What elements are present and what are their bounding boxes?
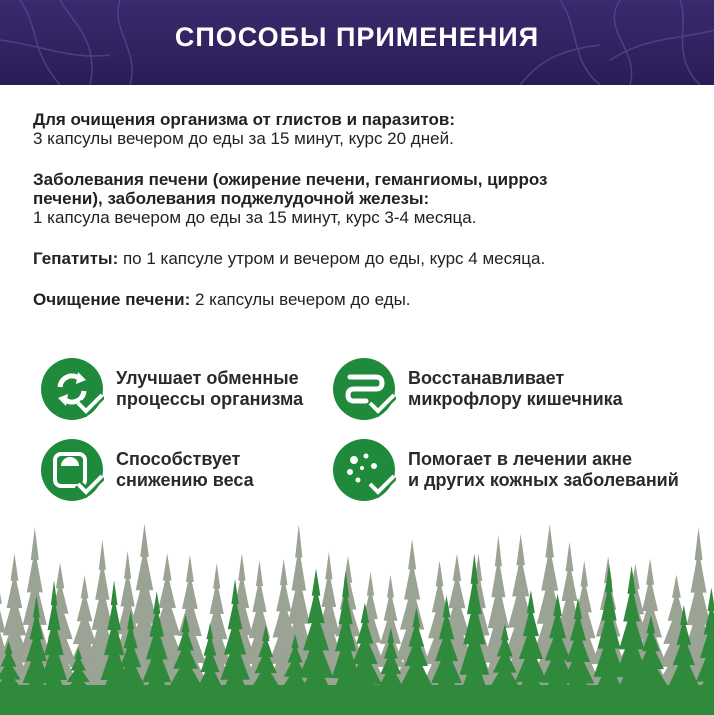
usage-text: 1 капсула вечером до еды за 15 минут, курс 3-4 месяца. (33, 208, 477, 227)
feature-metabolism (40, 357, 303, 421)
usage-paragraph-liver-diseases (33, 170, 683, 227)
page-title: СПОСОБЫ ПРИМЕНЕНИЯ (174, 22, 540, 52)
feature-label-line: процессы организма (116, 389, 304, 409)
usage-instructions (33, 110, 683, 331)
usage-paragraph-liver-cleansing (33, 290, 683, 309)
feature-microflora (332, 357, 623, 421)
usage-paragraph-parasites (33, 110, 683, 148)
feature-label-line: и других кожных заболеваний (408, 470, 679, 490)
intestine-icon (332, 357, 396, 421)
feature-label-line: Улучшает обменные (116, 368, 299, 388)
usage-title: Гепатиты: (33, 249, 119, 268)
feature-label (116, 368, 303, 410)
feature-label-line: Способствует (116, 449, 241, 469)
feature-skin (332, 438, 679, 502)
forest-illustration (0, 515, 714, 715)
scale-icon (40, 438, 104, 502)
feature-label (408, 368, 623, 410)
feature-weight-loss (40, 438, 254, 502)
usage-title: Для очищения организма от глистов и паразитов: (33, 110, 456, 129)
metabolism-icon (40, 357, 104, 421)
usage-text: 2 капсулы вечером до еды. (190, 290, 411, 309)
usage-title: печени), заболевания поджелудочной железы: (33, 189, 430, 208)
usage-title: Заболевания печени (ожирение печени, гемангиомы, цирроз (33, 170, 548, 189)
feature-label-line: Помогает в лечении акне (408, 449, 633, 469)
forest-ground (0, 685, 714, 715)
usage-title: Очищение печени: (33, 290, 191, 309)
feature-label-line: снижению веса (116, 470, 254, 490)
usage-text: 3 капсулы вечером до еды за 15 минут, курс 20 дней. (33, 129, 454, 148)
feature-label (116, 449, 254, 491)
feature-label-line: Восстанавливает (408, 368, 565, 388)
header-banner (0, 0, 714, 85)
skin-icon (332, 438, 396, 502)
usage-text: по 1 капсуле утром и вечером до еды, курс 4 месяца. (118, 249, 546, 268)
usage-paragraph-hepatitis (33, 249, 683, 268)
feature-label-line: микрофлору кишечника (408, 389, 623, 409)
feature-label (408, 449, 679, 491)
